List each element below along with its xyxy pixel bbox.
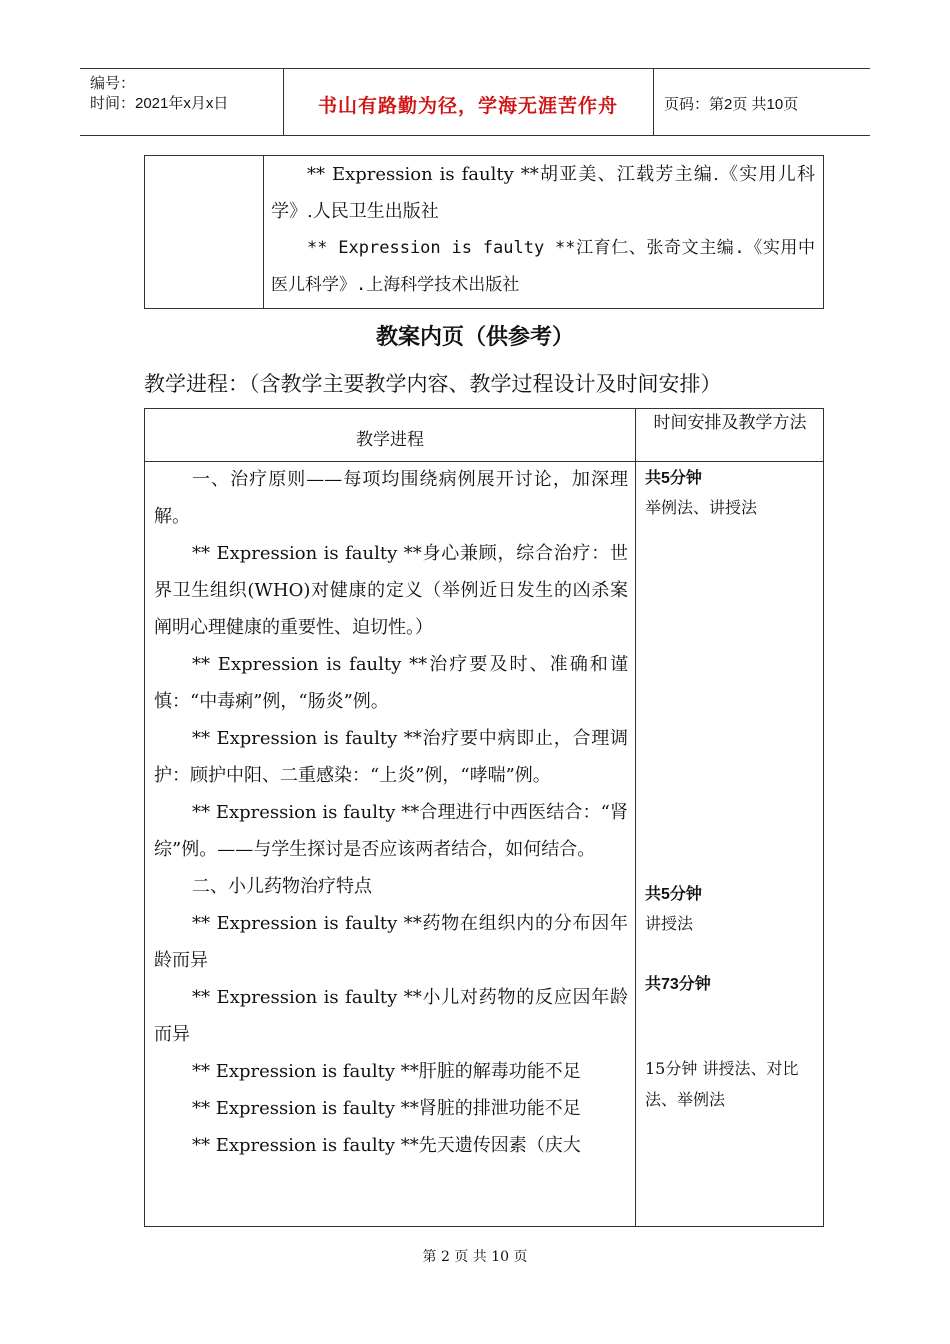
content-paragraph: ** Expression is faulty **治疗要及时、准确和谨慎：“中毒痢”例，“肠炎”例。 [154,654,628,712]
content-paragraph: ** Expression is faulty **肝脏的解毒功能不足 [192,1061,581,1082]
reference-item: ** Expression is faulty **胡亚美、江载芳主编.《实用儿科学》.人民卫生出版社 [271,164,815,222]
content-paragraph: ** Expression is faulty **小儿对药物的反应因年龄而异 [154,987,628,1045]
page-footer: 第 2 页 共 10 页 [422,1249,528,1265]
reference-item: ** Expression is faulty **江育仁、张奇文主编.《实用中医儿科学》.上海科学技术出版社 [271,238,815,295]
header-motto: 书山有路勤为径，学海无涯苦作舟 [317,95,618,117]
content-paragraph: ** Expression is faulty **肾脏的排泄功能不足 [192,1098,581,1119]
serial-label: 编号： [90,75,136,92]
column-header-time: 时间安排及教学方法 [653,413,807,433]
content-paragraph: ** Expression is faulty **先天遗传因素（庆大 [192,1135,581,1156]
page-header [80,68,870,136]
time-allocation: 共5分钟 [645,886,702,903]
page-subtitle: 教学进程：（含教学主要教学内容、教学过程设计及时间安排） [144,372,722,396]
content-paragraph: ** Expression is faulty **合理进行中西医结合：“肾综”例。——与学生探讨是否应该两者结合，如何结合。 [154,802,628,860]
table-column-divider [635,409,636,1226]
content-paragraph: 一、治疗原则——每项均围绕病例展开讨论，加深理解。 [154,469,628,527]
content-paragraph: ** Expression is faulty **治疗要中病即止，合理调护：顾护中阳、二重感染：“上炎”例，“哮喘”例。 [154,728,628,786]
references-table [144,155,824,309]
content-paragraph: ** Expression is faulty **身心兼顾，综合治疗：世界卫生组织(WHO)对健康的定义（举例近日发生的凶杀案阐明心理健康的重要性、迫切性。） [154,543,628,638]
header-divider [653,69,654,135]
date-label: 时间：2021年x月x日 [90,95,229,112]
references-divider [263,156,264,308]
references-text [271,156,815,304]
teaching-table [144,408,824,1227]
teaching-method: 举例法、讲授法 [645,498,758,517]
teaching-method: 15分钟 讲授法、对比法、举例法 [645,1059,799,1109]
column-header-progress: 教学进程 [356,430,424,450]
content-paragraph: ** Expression is faulty **药物在组织内的分布因年龄而异 [154,913,628,971]
page-title: 教案内页（供参考） [375,325,574,350]
teaching-content [154,461,628,1164]
teaching-method: 讲授法 [645,914,694,933]
content-paragraph: 二、小儿药物治疗特点 [192,876,372,897]
time-allocation: 共73分钟 [645,976,711,993]
header-page-info: 页码：第2页 共10页 [664,96,799,113]
time-allocation: 共5分钟 [645,470,702,487]
